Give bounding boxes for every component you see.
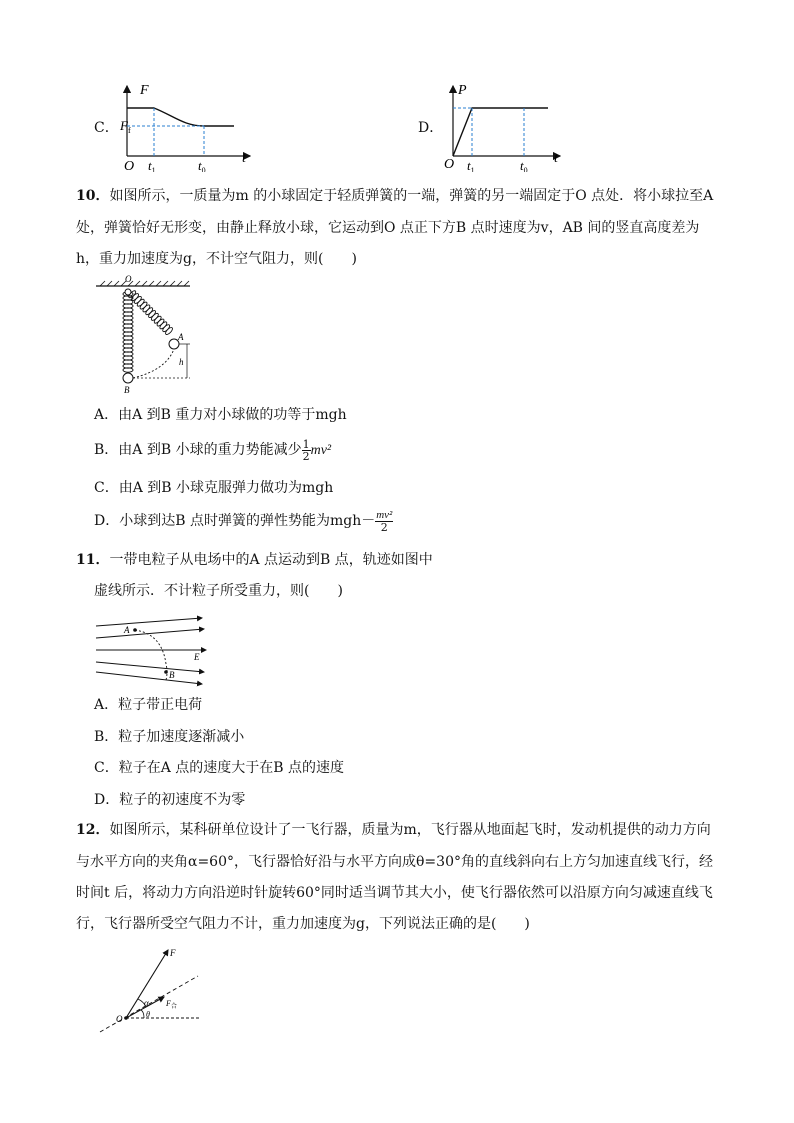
ball-at-b [123, 373, 133, 383]
origin-label: O [124, 159, 135, 172]
point-b [164, 670, 168, 674]
question-10-line-3: h，重力加速度为g，不计空气阻力，则( ) [76, 251, 357, 267]
q10-option-d[interactable]: D．小球到达B 点时弹簧的弹性势能为mgh－ $\frac{\text{mv²}}{2}$ [94, 508, 393, 534]
q9-option-c-graph [110, 82, 260, 172]
pivot-point [125, 289, 131, 295]
particle-trajectory [135, 630, 167, 680]
power-curve [453, 108, 548, 156]
question-11-line-1 [76, 550, 433, 570]
t1-label: $t_1$ [467, 158, 475, 172]
x-axis-label: t [554, 151, 558, 166]
theta-arc [141, 1010, 144, 1018]
question-text: 如图所示，某科研单位设计了一飞行器，质量为m，飞行器从地面起飞时，发动机提供的动力方向 [109, 822, 711, 838]
spring-pendulum-figure [94, 272, 204, 396]
q11-option-b[interactable]: B．粒子加速度逐渐减小 [94, 729, 245, 745]
question-number: 12． [76, 822, 110, 838]
point-b-label: B [124, 385, 130, 395]
y-axis-label: F [140, 83, 149, 98]
question-11-line-2: 虚线所示．不计粒子所受重力，则( ) [94, 583, 343, 599]
question-10-line-1 [76, 186, 713, 206]
fraction: $\frac{1}{2}$ [302, 437, 310, 463]
thrust-label: F [170, 948, 176, 958]
ff-label: $F_f$ [120, 118, 131, 135]
force-curve [127, 108, 234, 126]
field-lines [96, 618, 206, 684]
diagonal-spring [128, 290, 174, 336]
aircraft-force-figure [94, 944, 214, 1038]
question-text: 如图所示，一质量为m 的小球固定于轻质弹簧的一端，弹簧的另一端固定于O 点处．将小球拉至A [109, 188, 714, 204]
q9-option-d-label: D． [418, 120, 444, 136]
question-12-line-1 [76, 820, 711, 840]
point-a-label: A [178, 332, 184, 342]
q9-option-d-graph [436, 82, 566, 172]
x-axis-label: t [242, 151, 246, 166]
q11-option-c[interactable]: C．粒子在A 点的速度大于在B 点的速度 [94, 760, 345, 776]
point-b-label: B [169, 670, 175, 680]
theta-label: θ [146, 1010, 150, 1019]
question-10-line-2: 处，弹簧恰好无形变，由静止释放小球，它运动到O 点正下方B 点时速度为v，AB 间的竖直高度差为 [76, 220, 700, 236]
question-12-line-3: 时间t 后，将动力方向沿逆时针旋转60°同时适当调节其大小，使飞行器依然可以沿原方向匀减速直线飞 [76, 885, 713, 901]
point-a [133, 628, 137, 632]
origin-label: O [116, 1014, 123, 1024]
point-o-label: O [125, 274, 132, 284]
q10-option-a[interactable]: A．由A 到B 重力对小球做的功等于mgh [94, 407, 347, 423]
vertical-spring [123, 292, 133, 372]
t0-label: $t_0$ [198, 158, 206, 172]
point-a-label: A [124, 625, 130, 635]
trajectory [133, 349, 174, 378]
electric-field-figure [90, 614, 214, 690]
q11-option-a[interactable]: A．粒子带正电荷 [94, 697, 203, 713]
height-label: h [179, 357, 184, 367]
origin-point [124, 1016, 128, 1020]
t0-label: $t_0$ [520, 158, 528, 172]
q9-option-c-label: C． [94, 120, 119, 136]
alpha-label: α [144, 998, 149, 1008]
q10-option-b[interactable]: B．由A 到B 小球的重力势能减少 $\frac{1}{2}$ mv² [94, 437, 332, 463]
flight-path-line [100, 976, 198, 1032]
question-text: 一带电粒子从电场中的A 点运动到B 点，轨迹如图中 [109, 552, 433, 568]
fraction: $\frac{\text{mv²}}{2}$ [376, 508, 393, 534]
origin-label: O [444, 157, 455, 172]
question-number: 11． [76, 552, 110, 568]
q10-option-c[interactable]: C．由A 到B 小球克服弹力做功为mgh [94, 480, 334, 496]
question-12-line-4: 行，飞行器所受空气阻力不计，重力加速度为g，下列说法正确的是( ) [76, 916, 530, 932]
t1-label: $t_1$ [148, 158, 156, 172]
question-12-line-2: 与水平方向的夹角α=60°，飞行器恰好沿与水平方向成θ=30°角的直线斜向右上方匀加速直线飞行，经 [76, 854, 713, 870]
y-axis-label: P [458, 83, 467, 98]
q11-option-d[interactable]: D．粒子的初速度不为零 [94, 792, 246, 808]
field-label: E [194, 652, 200, 662]
question-number: 10． [76, 188, 110, 204]
resultant-force-label: $F_合$ [166, 999, 177, 1010]
